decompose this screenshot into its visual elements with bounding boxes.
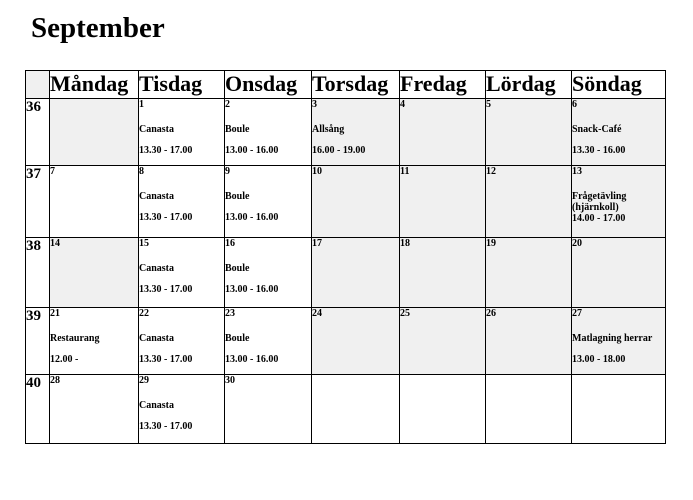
event-name: Snack-Café [572,124,622,135]
week-number: 39 [26,308,50,375]
day-cell [225,238,312,308]
day-cell [400,375,486,444]
day-cell [312,375,400,444]
event-time: 12.00 - [50,354,79,365]
day-cell [400,238,486,308]
day-number: 17 [312,238,322,249]
event-time: 13.30 - 17.00 [139,145,193,156]
event-time: 13.00 - 16.00 [225,354,279,365]
day-cell [50,375,139,444]
calendar-table [25,70,666,444]
event-name: Boule [225,263,250,274]
event-name: Matlagning herrar [572,333,653,344]
event-name: Canasta [139,124,175,135]
day-cell [572,166,666,238]
week-row [26,375,666,444]
event-name: Frågetävling (hjärnkoll) [572,191,627,213]
day-number: 22 [139,308,149,319]
event-time: 14.00 - 17.00 [572,213,626,224]
event-time: 13.30 - 17.00 [139,421,193,432]
day-cell [572,375,666,444]
week-row [26,99,666,166]
day-cell [139,99,225,166]
event-time: 13.30 - 17.00 [139,354,193,365]
day-cell [486,166,572,238]
event-time: 13.00 - 16.00 [225,212,279,223]
event-name: Restaurang [50,333,100,344]
week-number: 38 [26,238,50,308]
day-cell [486,99,572,166]
day-number: 5 [486,99,491,110]
weekday-header-tuesday: Tisdag [139,71,225,99]
day-cell [312,99,400,166]
day-cell [139,375,225,444]
day-cell [312,308,400,375]
weekday-header-sunday: Söndag [572,71,666,99]
day-number: 26 [486,308,496,319]
day-number: 11 [400,166,410,177]
day-number: 4 [400,99,405,110]
day-cell [486,308,572,375]
day-cell [50,238,139,308]
day-number: 2 [225,99,230,110]
day-cell [50,166,139,238]
day-cell [225,308,312,375]
day-number: 29 [139,375,149,386]
weekday-header-saturday: Lördag [486,71,572,99]
weekday-header-thursday: Torsdag [312,71,400,99]
day-number: 21 [50,308,60,319]
event-time: 13.30 - 17.00 [139,284,193,295]
page-title: September [31,12,165,44]
event-time: 13.00 - 16.00 [225,284,279,295]
weekday-header-row [26,71,666,99]
day-number: 12 [486,166,496,177]
event-time: 13.00 - 16.00 [225,145,279,156]
day-cell [50,99,139,166]
day-cell [139,238,225,308]
day-cell [225,166,312,238]
day-number: 1 [139,99,144,110]
weekday-header-monday: Måndag [50,71,139,99]
day-cell [572,308,666,375]
event-name: Boule [225,191,250,202]
weekday-header-friday: Fredag [400,71,486,99]
day-cell [572,99,666,166]
day-cell [225,99,312,166]
week-row [26,238,666,308]
week-number: 36 [26,99,50,166]
week-row [26,166,666,238]
day-number: 28 [50,375,60,386]
day-number: 16 [225,238,235,249]
day-number: 15 [139,238,149,249]
week-number: 37 [26,166,50,238]
day-number: 20 [572,238,582,249]
day-number: 27 [572,308,582,319]
day-cell [225,375,312,444]
event-name: Canasta [139,400,175,411]
day-number: 25 [400,308,410,319]
day-cell [139,166,225,238]
day-cell [400,166,486,238]
event-name: Boule [225,333,250,344]
day-number: 7 [50,166,55,177]
day-number: 9 [225,166,230,177]
event-name: Allsång [312,124,345,135]
header-corner-cell [26,71,50,99]
week-row [26,308,666,375]
day-number: 18 [400,238,410,249]
day-number: 13 [572,166,582,177]
event-name: Canasta [139,191,175,202]
day-cell [400,99,486,166]
day-number: 14 [50,238,60,249]
day-number: 23 [225,308,235,319]
event-name: Boule [225,124,250,135]
event-time: 13.00 - 18.00 [572,354,626,365]
day-number [50,99,138,110]
day-number: 10 [312,166,322,177]
day-number: 19 [486,238,496,249]
day-cell [312,238,400,308]
day-cell [139,308,225,375]
day-cell [312,166,400,238]
day-number: 6 [572,99,577,110]
day-number: 8 [139,166,144,177]
event-time: 13.30 - 16.00 [572,145,626,156]
day-number: 24 [312,308,322,319]
day-cell [50,308,139,375]
event-name: Canasta [139,263,175,274]
day-number: 30 [225,375,235,386]
week-number: 40 [26,375,50,444]
day-number: 3 [312,99,317,110]
event-time: 13.30 - 17.00 [139,212,193,223]
day-cell [400,308,486,375]
day-cell [486,238,572,308]
event-name: Canasta [139,333,175,344]
event-time: 16.00 - 19.00 [312,145,366,156]
day-cell [486,375,572,444]
day-cell [572,238,666,308]
weekday-header-wednesday: Onsdag [225,71,312,99]
